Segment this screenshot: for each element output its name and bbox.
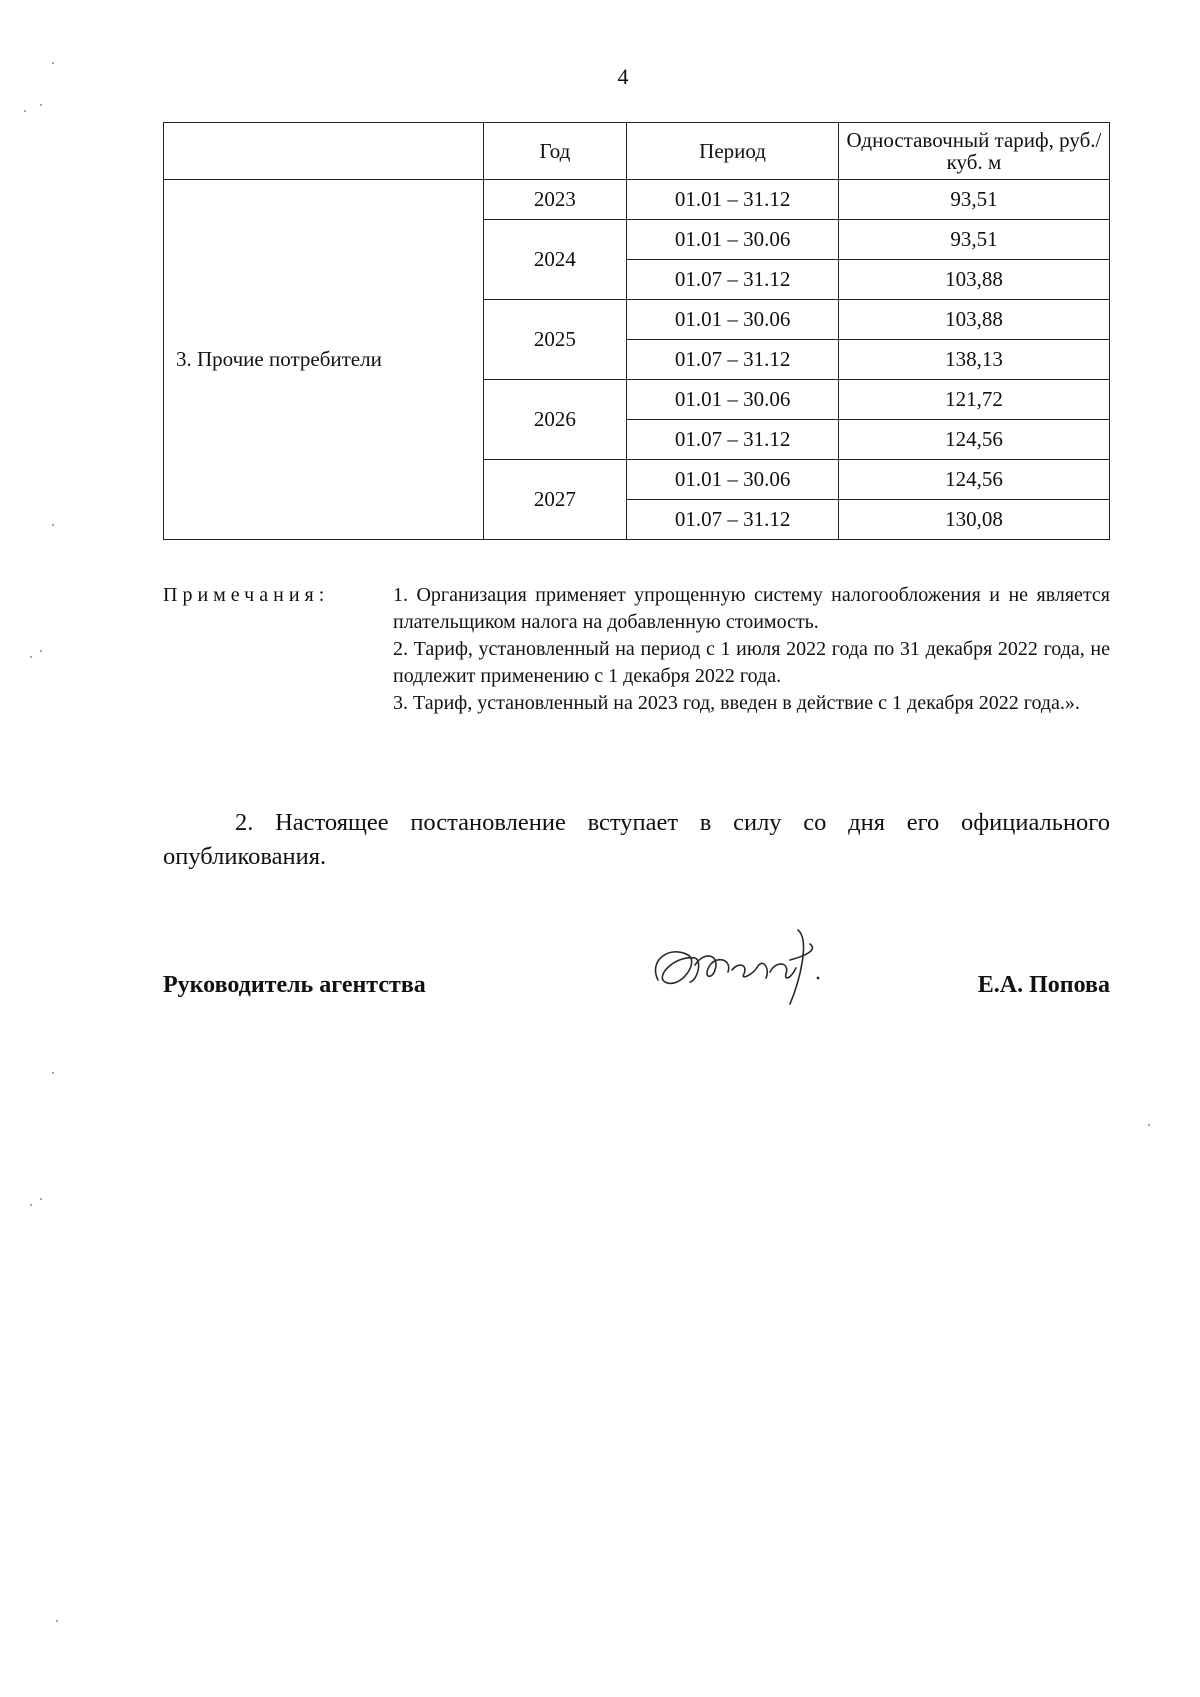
scan-speck (24, 110, 26, 112)
table-row (164, 180, 1110, 220)
tariff-table (163, 122, 1110, 540)
rate-cell: 103,88 (838, 260, 1109, 300)
year-cell: 2025 (483, 300, 627, 380)
effective-date-clause: 2. Настоящее постановление вступает в силу со дня его официального опубликования. (163, 809, 1110, 870)
rate-cell: 124,56 (838, 460, 1109, 500)
rate-cell: 130,08 (838, 500, 1109, 540)
notes-label: Примечания: (163, 584, 330, 606)
scan-speck (52, 524, 54, 526)
scan-speck (40, 1198, 42, 1200)
note-item: 3. Тариф, установленный на 2023 год, введен в действие с 1 декабря 2022 года.». (393, 692, 1080, 714)
rate-cell: 121,72 (838, 380, 1109, 420)
scan-speck (30, 656, 32, 658)
header-period: Период (627, 123, 839, 180)
year-cell: 2023 (483, 180, 627, 220)
scan-speck (52, 62, 54, 64)
note-item: 2. Тариф, установленный на период с 1 июля 2022 года по 31 декабря 2022 года, не подлежит применению с 1 декабря 2022 года. (393, 638, 1110, 687)
year-cell: 2024 (483, 220, 627, 300)
period-cell: 01.07 – 31.12 (627, 500, 839, 540)
rate-cell: 138,13 (838, 340, 1109, 380)
category-cell: 3. Прочие потребители (164, 180, 484, 540)
table-header-row (164, 123, 1110, 180)
signatory-position: Руководитель агентства (163, 972, 426, 998)
scan-speck (56, 1620, 58, 1622)
page-number: 4 (617, 64, 629, 89)
period-cell: 01.01 – 30.06 (627, 220, 839, 260)
period-cell: 01.07 – 31.12 (627, 340, 839, 380)
note-item: 1. Организация применяет упрощенную систему налогообложения и не является плательщиком налога на добавленную стоимость. (393, 584, 1110, 633)
header-category (164, 123, 484, 180)
scan-speck (1148, 1124, 1150, 1126)
header-year: Год (483, 123, 627, 180)
period-cell: 01.01 – 30.06 (627, 380, 839, 420)
rate-cell: 93,51 (838, 180, 1109, 220)
header-rate: Одноставочный тариф, руб./куб. м (838, 123, 1109, 180)
period-cell: 01.01 – 30.06 (627, 460, 839, 500)
scan-speck (30, 1204, 32, 1206)
handwritten-signature (640, 920, 840, 1010)
rate-cell: 124,56 (838, 420, 1109, 460)
scan-speck (40, 104, 42, 106)
year-cell: 2026 (483, 380, 627, 460)
period-cell: 01.07 – 31.12 (627, 420, 839, 460)
period-cell: 01.01 – 31.12 (627, 180, 839, 220)
notes-list (393, 582, 1110, 717)
year-cell: 2027 (483, 460, 627, 540)
period-cell: 01.01 – 30.06 (627, 300, 839, 340)
period-cell: 01.07 – 31.12 (627, 260, 839, 300)
scan-speck (52, 1072, 54, 1074)
signatory-name: Е.А. Попова (977, 972, 1110, 998)
rate-cell: 93,51 (838, 220, 1109, 260)
rate-cell: 103,88 (838, 300, 1109, 340)
scan-speck (40, 650, 42, 652)
